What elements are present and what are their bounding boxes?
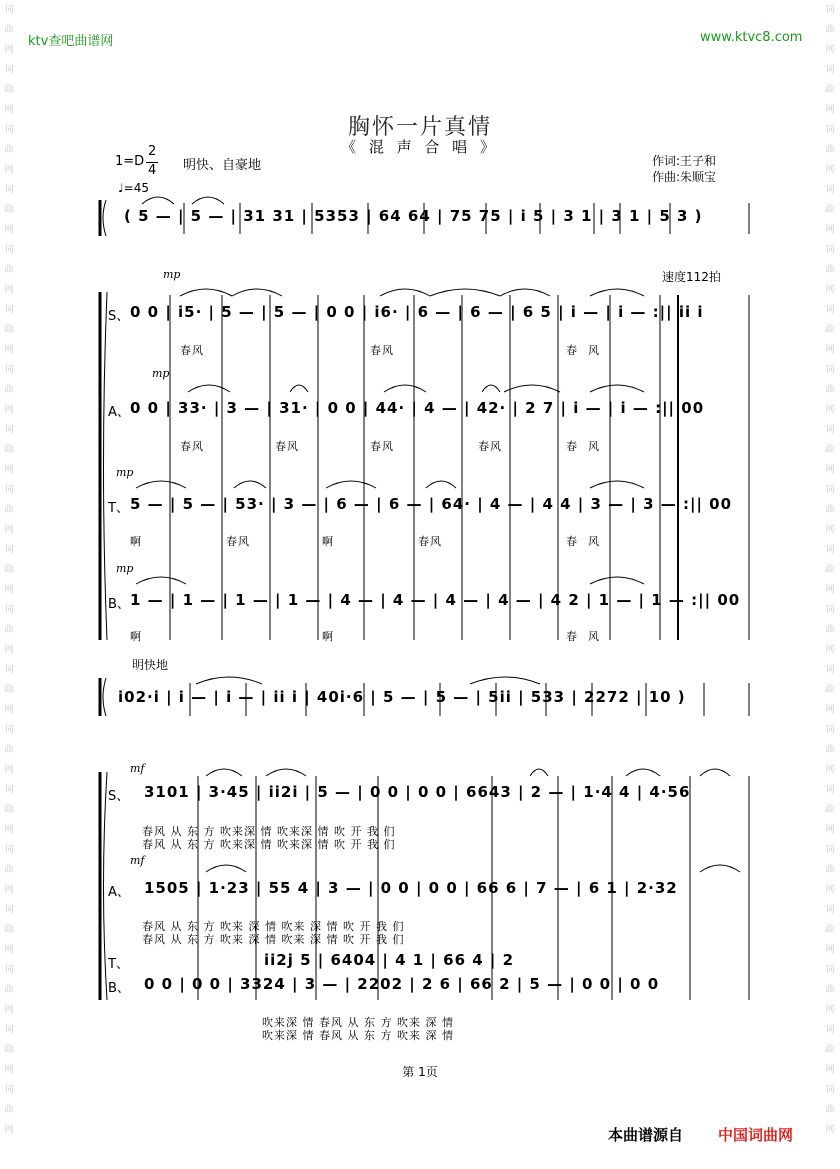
watermark-glyph: 曲 (4, 85, 14, 95)
tie-slur (192, 197, 224, 204)
voice-label-t2: T、 (108, 957, 129, 972)
voice-label-s2: S、 (108, 789, 130, 804)
watermark-glyph: 词 (825, 785, 835, 795)
watermark-glyph: 网 (4, 1005, 14, 1015)
watermark-glyph: 网 (825, 165, 835, 175)
watermark-glyph: 网 (825, 45, 835, 55)
tie-slur (384, 385, 426, 392)
site-name-left[interactable]: ktv查吧曲谱网 (28, 34, 114, 49)
page-subtitle: 《 混 声 合 唱 》 (341, 138, 499, 156)
soprano-notes-1: 0 0 | i5· | 5 — | 5 — | 0 0 | i6· | 6 — | 6 — | 6 5 | i — | i — :|| ii i (130, 303, 704, 321)
watermark-glyph: 词 (825, 185, 835, 195)
watermark-glyph: 词 (825, 725, 835, 735)
watermark-glyph: 词 (4, 1085, 14, 1095)
watermark-glyph: 曲 (825, 1045, 835, 1055)
bass-notes-2: 0 0 | 0 0 | 3324 | 3 — | 2202 | 2 6 | 66 2 | 5 — | 0 0 | 0 0 (144, 975, 660, 993)
watermark-glyph: 曲 (825, 685, 835, 695)
tb-lyric-a: 吹来深 情 春风 从 东 方 吹来 深 情 (262, 1016, 454, 1029)
tie-slur (530, 769, 548, 776)
site-url-right[interactable]: www.ktvc8.com (700, 30, 803, 45)
watermark-glyph: 曲 (4, 1105, 14, 1115)
watermark-glyph: 曲 (825, 325, 835, 335)
tie-slur (142, 197, 174, 204)
watermark-glyph: 词 (4, 905, 14, 915)
tenor-lyric-1b: 春风 (226, 535, 250, 548)
watermark-glyph: 词 (825, 485, 835, 495)
intro-line-1: ( 5 — | 5 — | 31 31 | 5353 | 64 64 | 75 75 | i 5 | 3 1 | 3 1 | 5 3 ) (124, 207, 703, 225)
alto-lyric-1a: 春风 (180, 440, 204, 453)
dynamic-mp-s: mp (163, 268, 181, 281)
alto-lyric-1e: 春 (566, 440, 578, 453)
watermark-glyph: 曲 (4, 205, 14, 215)
watermark-glyph: 曲 (825, 205, 835, 215)
watermark-glyph: 网 (4, 945, 14, 955)
watermark-glyph: 曲 (4, 505, 14, 515)
voice-label-a: A、 (108, 405, 130, 420)
watermark-glyph: 曲 (4, 625, 14, 635)
watermark-glyph: 曲 (825, 925, 835, 935)
tie-slur (136, 577, 186, 584)
watermark-glyph: 网 (4, 525, 14, 535)
watermark-glyph: 词 (4, 185, 14, 195)
watermark-glyph: 词 (4, 605, 14, 615)
watermark-glyph: 网 (825, 645, 835, 655)
tb-lyric-b: 吹来深 情 春风 从 东 方 吹来 深 情 (262, 1029, 454, 1042)
tie-slur (188, 385, 230, 392)
watermark-glyph: 网 (4, 285, 14, 295)
watermark-glyph: 网 (825, 885, 835, 895)
watermark-glyph: 词 (4, 965, 14, 975)
tie-slur (180, 289, 232, 296)
watermark-glyph: 曲 (825, 985, 835, 995)
composer: 作曲:朱顺宝 (652, 170, 717, 184)
voice-label-t: T、 (108, 501, 129, 516)
watermark-glyph: 网 (4, 225, 14, 235)
watermark-glyph: 词 (825, 365, 835, 375)
tie-slur (500, 289, 550, 296)
soprano-lyric-1b: 春风 (370, 344, 394, 357)
watermark-glyph: 词 (825, 65, 835, 75)
watermark-glyph: 网 (825, 285, 835, 295)
section-marking: 明快地 (132, 658, 169, 672)
watermark-glyph: 曲 (4, 385, 14, 395)
watermark-glyph: 曲 (4, 865, 14, 875)
tempo-mark: ♩=45 (118, 181, 149, 195)
source-label: 本曲谱源自 (608, 1126, 684, 1144)
watermark-glyph: 网 (4, 705, 14, 715)
watermark-glyph: 曲 (4, 805, 14, 815)
watermark-glyph: 网 (825, 405, 835, 415)
watermark-glyph: 词 (4, 65, 14, 75)
time-signature-bottom: 4 (148, 163, 157, 178)
watermark-glyph: 词 (825, 965, 835, 975)
watermark-glyph: 网 (825, 225, 835, 235)
watermark-glyph: 网 (825, 945, 835, 955)
soprano-lyric-1c: 春 (566, 344, 578, 357)
tie-slur (290, 385, 308, 392)
bass-notes-1: 1 — | 1 — | 1 — | 1 — | 4 — | 4 — | 4 — | 4 — | 4 2 | 1 — | 1 — :|| 00 (130, 591, 741, 609)
watermark-glyph: 词 (825, 845, 835, 855)
soprano-lyric-1d: 风 (588, 344, 600, 357)
watermark-glyph: 网 (4, 45, 14, 55)
tie-slur (234, 481, 266, 488)
dynamic-mp-b: mp (116, 562, 134, 575)
watermark-glyph: 网 (825, 105, 835, 115)
watermark-glyph: 网 (4, 1065, 14, 1075)
soprano-lyric-2b: 春风 从 东 方 吹来深 情 吹来深 情 吹 开 我 们 (142, 838, 396, 851)
watermark-glyph: 词 (4, 425, 14, 435)
watermark-glyph: 词 (825, 1025, 835, 1035)
bass-lyric-1d: 风 (588, 630, 600, 643)
watermark-glyph: 网 (825, 705, 835, 715)
alto-notes-1: 0 0 | 33· | 3 — | 31· | 0 0 | 44· | 4 — | 42· | 2 7 | i — | i — :|| 00 (130, 399, 705, 417)
voice-label-b2: B、 (108, 981, 130, 996)
alto-lyric-1c: 春风 (370, 440, 394, 453)
voice-label-a2: A、 (108, 885, 130, 900)
dynamic-mp-t: mp (116, 466, 134, 479)
watermark-glyph: 词 (4, 485, 14, 495)
watermark-glyph: 词 (825, 5, 835, 15)
time-signature-top: 2 (148, 144, 157, 159)
tie-slur (504, 385, 560, 392)
watermark-glyph: 曲 (825, 145, 835, 155)
tie-slur (590, 385, 644, 392)
tenor-lyric-1c: 啊 (322, 535, 334, 548)
tie-slur (206, 769, 242, 776)
watermark-glyph: 网 (825, 345, 835, 355)
voice-label-s: S、 (108, 309, 130, 324)
watermark-glyph: 曲 (825, 565, 835, 575)
intro-line-2: i02·i | i — | i — | ii i | 40i·6 | 5 — | 5 — | 5ii | 533 | 2272 | 10 ) (118, 688, 686, 706)
watermark-glyph: 词 (4, 5, 14, 15)
alto-lyric-1d: 春风 (478, 440, 502, 453)
watermark-glyph: 网 (4, 585, 14, 595)
tie-slur (470, 677, 540, 684)
dynamic-mf-a: mf (130, 854, 145, 867)
tie-slur (326, 481, 376, 488)
watermark-glyph: 曲 (4, 145, 14, 155)
watermark-glyph: 词 (825, 665, 835, 675)
bass-lyric-1c: 春 (566, 630, 578, 643)
bass-lyric-1b: 啊 (322, 630, 334, 643)
tenor-lyric-1a: 啊 (130, 535, 142, 548)
tenor-notes-2: ii2j 5 | 6404 | 4 1 | 66 4 | 2 (264, 951, 515, 969)
watermark-glyph: 曲 (825, 25, 835, 35)
alto-notes-2: 1505 | 1·23 | 55 4 | 3 — | 0 0 | 0 0 | 66 6 | 7 — | 6 1 | 2·32 (144, 879, 678, 897)
watermark-glyph: 网 (4, 405, 14, 415)
tenor-lyric-1d: 春风 (418, 535, 442, 548)
tie-slur (136, 481, 186, 488)
watermark-glyph: 网 (825, 1065, 835, 1075)
watermark-glyph: 曲 (825, 805, 835, 815)
watermark-glyph: 网 (4, 345, 14, 355)
page-number: 第 1页 (402, 1065, 438, 1079)
watermark-glyph: 曲 (4, 1045, 14, 1055)
dynamic-mp-a: mp (152, 367, 170, 380)
tenor-lyric-1f: 风 (588, 535, 600, 548)
watermark-glyph: 词 (825, 1085, 835, 1095)
watermark-glyph: 词 (825, 605, 835, 615)
watermark-glyph: 曲 (4, 685, 14, 695)
watermark-glyph: 网 (4, 885, 14, 895)
watermark-glyph: 词 (4, 305, 14, 315)
watermark-glyph: 曲 (4, 325, 14, 335)
tie-slur (590, 289, 644, 296)
tie-slur (700, 865, 740, 872)
watermark-glyph: 曲 (4, 25, 14, 35)
watermark-glyph: 网 (825, 585, 835, 595)
tie-slur (590, 481, 644, 488)
watermark-glyph: 词 (4, 1025, 14, 1035)
watermark-glyph: 网 (4, 825, 14, 835)
watermark-glyph: 词 (825, 425, 835, 435)
watermark-glyph: 网 (825, 465, 835, 475)
watermark-glyph: 网 (4, 465, 14, 475)
tie-slur (626, 769, 660, 776)
watermark-glyph: 曲 (825, 625, 835, 635)
tie-slur (232, 289, 282, 296)
tie-slur (380, 289, 430, 296)
dynamic-mf-s: mf (130, 762, 145, 775)
watermark-glyph: 词 (4, 785, 14, 795)
watermark-glyph: 网 (4, 105, 14, 115)
tie-slur (206, 865, 246, 872)
tie-slur (266, 769, 306, 776)
watermark-glyph: 曲 (4, 445, 14, 455)
tie-slur (482, 385, 500, 392)
watermark-glyph: 词 (4, 725, 14, 735)
expression-mark: 明快、自豪地 (183, 158, 262, 173)
lyricist: 作词:王子和 (652, 154, 717, 168)
watermark-glyph: 词 (4, 125, 14, 135)
tenor-notes-1: 5 — | 5 — | 53· | 3 — | 6 — | 6 — | 64· | 4 — | 4 4 | 3 — | 3 — :|| 00 (130, 495, 733, 513)
alto-lyric-1f: 风 (588, 440, 600, 453)
watermark-glyph: 网 (825, 1125, 835, 1135)
watermark-glyph: 词 (825, 545, 835, 555)
key-signature: 1=D (115, 154, 145, 169)
tie-slur (426, 481, 456, 488)
watermark-glyph: 词 (825, 305, 835, 315)
tie-slur (196, 677, 262, 684)
watermark-glyph: 曲 (4, 985, 14, 995)
watermark-glyph: 词 (4, 365, 14, 375)
alto-lyric-2a: 春风 从 东 方 吹来 深 情 吹来 深 情 吹 开 我 们 (142, 920, 405, 933)
watermark-glyph: 曲 (825, 265, 835, 275)
watermark-glyph: 曲 (825, 85, 835, 95)
bass-lyric-1a: 啊 (130, 630, 142, 643)
watermark-glyph: 词 (4, 845, 14, 855)
soprano-lyric-2a: 春风 从 东 方 吹来深 情 吹来深 情 吹 开 我 们 (142, 825, 396, 838)
watermark-glyph: 曲 (4, 265, 14, 275)
tie-slur (700, 769, 730, 776)
watermark-glyph: 曲 (825, 745, 835, 755)
watermark-glyph: 网 (825, 765, 835, 775)
watermark-glyph: 曲 (825, 385, 835, 395)
watermark-glyph: 曲 (825, 445, 835, 455)
watermark-glyph: 网 (4, 765, 14, 775)
watermark-glyph: 网 (825, 1005, 835, 1015)
tenor-lyric-1e: 春 (566, 535, 578, 548)
watermark-glyph: 网 (825, 825, 835, 835)
watermark-glyph: 曲 (825, 1105, 835, 1115)
watermark-glyph: 词 (4, 245, 14, 255)
watermark-glyph: 词 (825, 245, 835, 255)
alto-lyric-2b: 春风 从 东 方 吹来 深 情 吹来 深 情 吹 开 我 们 (142, 933, 405, 946)
watermark-glyph: 曲 (4, 925, 14, 935)
watermark-glyph: 曲 (4, 565, 14, 575)
page-title: 胸怀一片真情 (347, 115, 492, 140)
watermark-glyph: 网 (4, 165, 14, 175)
watermark-glyph: 词 (4, 545, 14, 555)
source-site-link[interactable]: 中国词曲网 (718, 1126, 794, 1144)
tempo-change: 速度112拍 (662, 270, 721, 284)
watermark-glyph: 曲 (825, 505, 835, 515)
alto-lyric-1b: 春风 (275, 440, 299, 453)
tie-slur (590, 577, 644, 584)
watermark-glyph: 网 (4, 645, 14, 655)
soprano-notes-2: 3101 | 3·45 | ii2i | 5 — | 0 0 | 0 0 | 6643 | 2 — | 1·4 4 | 4·56 (144, 783, 691, 801)
tie-slur (430, 289, 500, 296)
watermark-glyph: 曲 (4, 745, 14, 755)
watermark-glyph: 词 (4, 665, 14, 675)
watermark-glyph: 网 (825, 525, 835, 535)
voice-label-b: B、 (108, 597, 130, 612)
watermark-glyph: 词 (825, 905, 835, 915)
watermark-glyph: 网 (4, 1125, 14, 1135)
soprano-lyric-1a: 春风 (180, 344, 204, 357)
watermark-glyph: 曲 (825, 865, 835, 875)
watermark-glyph: 词 (825, 125, 835, 135)
